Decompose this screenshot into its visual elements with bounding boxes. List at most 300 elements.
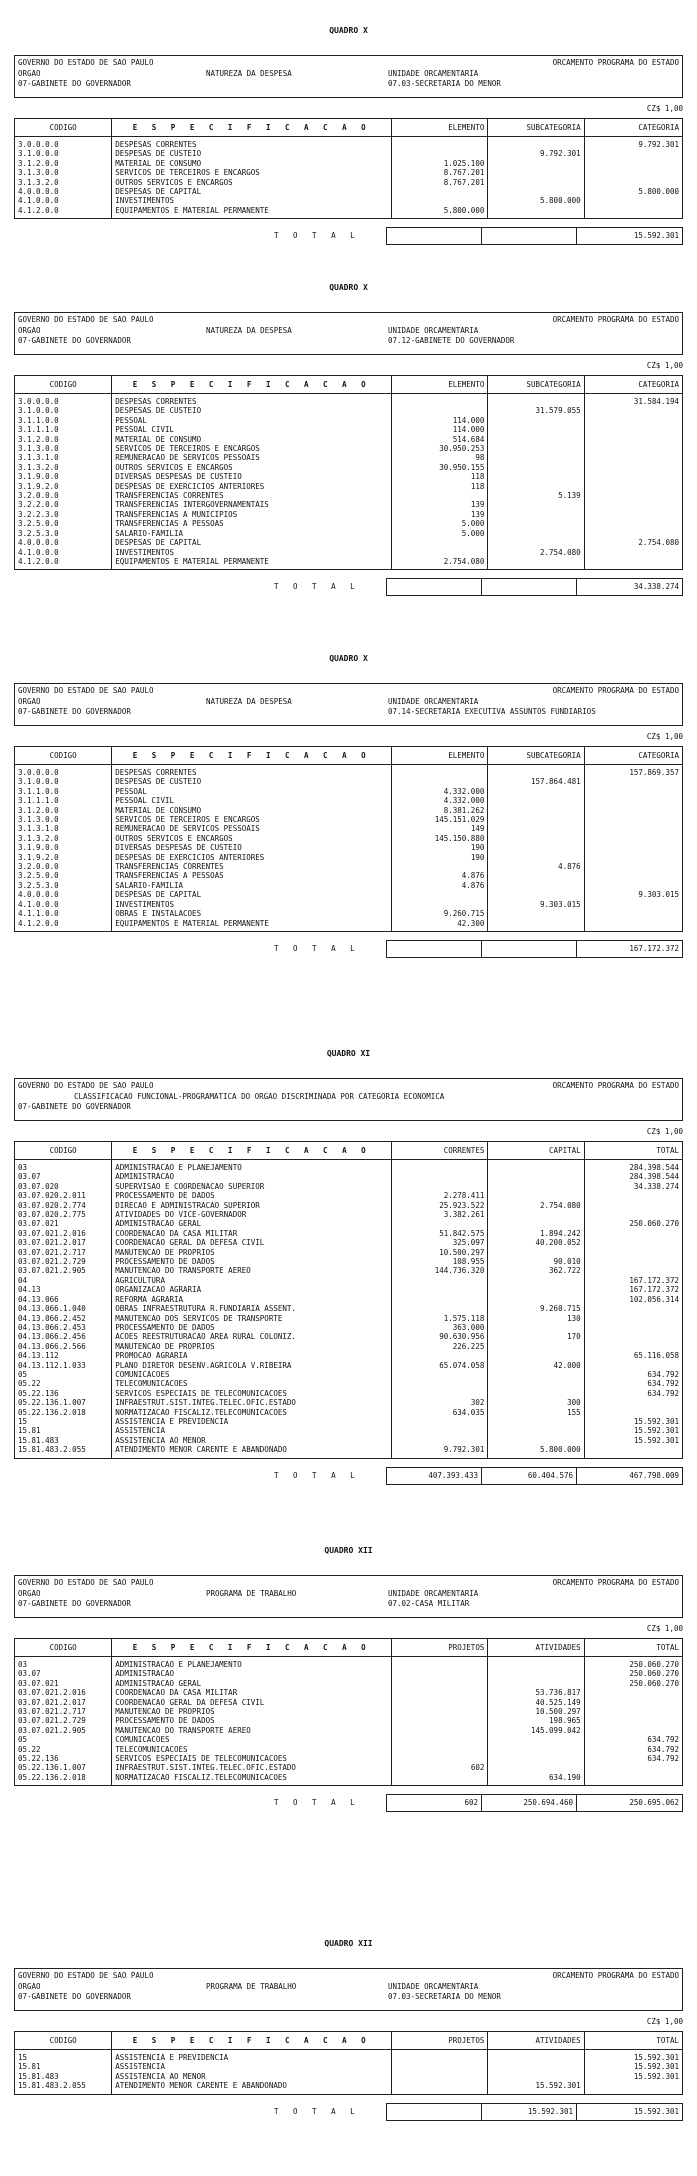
row-value-2: 155 [488,1408,584,1417]
row-especificacao: ADMINISTRACAO [112,1669,392,1678]
row-codigo: 3.2.2.0.0 [15,500,112,509]
row-codigo: 03.07.020.2.775 [15,1210,112,1219]
row-codigo: 04.13.066.2.452 [15,1314,112,1323]
row-value-3 [584,1191,682,1200]
total-box [386,2103,683,2121]
row-codigo: 15 [15,2050,112,2063]
row-codigo: 3.1.1.0.0 [15,787,112,796]
row-codigo: 03.07.021.2.017 [15,1698,112,1707]
row-especificacao: COORDENACAO GERAL DA DEFESA CIVIL [112,1238,392,1247]
row-value-1: 4.332.000 [392,787,488,796]
table-row [15,463,683,472]
row-value-3 [584,1398,682,1407]
row-codigo: 3.0.0.0.0 [15,765,112,778]
total-value-3: 15.592.301 [633,2106,679,2116]
total-value-3: 167.172.372 [629,943,679,953]
row-value-1 [392,1304,488,1313]
total-value-1 [387,228,482,244]
row-value-1: 145.151.029 [392,815,488,824]
row-value-1: 149 [392,824,488,833]
table-row [15,1408,683,1417]
row-codigo: 3.1.3.0.0 [15,168,112,177]
row-value-3 [584,548,682,557]
table-row [15,881,683,890]
col-header-3: TOTAL [584,1142,682,1160]
total-value-3: 467.798.009 [629,1470,679,1480]
unidade-name: 07.12-GABINETE DO GOVERNADOR [388,336,515,345]
table-row [15,1172,683,1181]
quadro-subtitle: NATUREZA DA DESPESA [206,696,292,706]
row-especificacao: DESPESAS DE CUSTEIO [112,406,392,415]
row-value-2 [488,463,584,472]
row-value-3 [584,472,682,481]
row-especificacao: MANUTENCAO DO TRANSPORTE AEREO [112,1266,392,1275]
table-header-row [15,376,683,394]
row-value-1 [392,538,488,547]
row-especificacao: AGRICULTURA [112,1276,392,1285]
table-row [15,178,683,187]
table-row [15,406,683,415]
table-row [15,765,683,778]
row-especificacao: EQUIPAMENTOS E MATERIAL PERMANENTE [112,919,392,932]
row-value-1: 139 [392,510,488,519]
row-especificacao: DESPESAS CORRENTES [112,394,392,407]
row-especificacao: PESSOAL [112,787,392,796]
table-row [15,1726,683,1735]
table-row [15,890,683,899]
row-codigo: 05.22 [15,1379,112,1388]
row-value-3 [584,1314,682,1323]
row-value-3 [584,491,682,500]
row-value-3 [584,463,682,472]
total-value-3: 250.695.062 [629,1798,679,1808]
row-value-2 [488,1426,584,1435]
table-row [15,548,683,557]
row-value-1 [392,1351,488,1360]
row-value-1: 65.074.058 [392,1361,488,1370]
unidade-label: UNIDADE ORCAMENTARIA [388,1588,479,1598]
row-codigo: 03 [15,1160,112,1173]
table-row [15,206,683,219]
row-value-2 [488,416,584,425]
table-row [15,500,683,509]
row-codigo: 3.2.0.0.0 [15,491,112,500]
row-codigo: 03.07.021.2.717 [15,1248,112,1257]
table-row [15,824,683,833]
row-value-2: 15.592.301 [488,2081,584,2094]
col-header-2: CAPITAL [488,1142,584,1160]
row-value-2 [488,453,584,462]
row-codigo: 05.22.136.2.018 [15,1408,112,1417]
orgao-name: 07-GABINETE DO GOVERNADOR [18,336,131,345]
quadro-title: QUADRO XII [324,1939,373,1948]
row-especificacao: ADMINISTRACAO GERAL [112,1219,392,1228]
row-value-1: 2.278.411 [392,1191,488,1200]
row-value-1 [392,862,488,871]
row-codigo: 05.22.136 [15,1754,112,1763]
row-codigo: 03.07.021.2.729 [15,1716,112,1725]
row-especificacao: SERVICOS DE TERCEIROS E ENCARGOS [112,168,392,177]
row-value-3: 167.172.372 [584,1285,682,1294]
table-row [15,2072,683,2081]
table-row [15,137,683,150]
table-row [15,453,683,462]
row-codigo: 3.1.9.0.0 [15,472,112,481]
row-especificacao: ADMINISTRACAO E PLANEJAMENTO [112,1160,392,1173]
table-row [15,1210,683,1219]
row-value-2 [488,1754,584,1763]
table-row [15,787,683,796]
row-codigo: 15 [15,1417,112,1426]
row-codigo: 04.13.112 [15,1351,112,1360]
row-value-3 [584,1304,682,1313]
table-header-row [15,1142,683,1160]
row-codigo: 03.07.021.2.016 [15,1688,112,1697]
row-value-2 [488,796,584,805]
row-value-1 [392,1745,488,1754]
row-value-2 [488,1657,584,1670]
table-row [15,1276,683,1285]
row-value-2 [488,843,584,852]
row-codigo: 3.1.3.1.0 [15,824,112,833]
row-value-1: 4.876 [392,871,488,880]
row-value-1 [392,1182,488,1191]
row-especificacao: DIVERSAS DESPESAS DE CUSTEIO [112,472,392,481]
row-codigo: 03.07.021.2.729 [15,1257,112,1266]
row-codigo: 3.1.3.2.0 [15,834,112,843]
row-codigo: 3.2.5.0.0 [15,871,112,880]
row-value-2 [488,806,584,815]
row-value-1: 190 [392,843,488,852]
row-value-1: 3.382.261 [392,1210,488,1219]
row-value-3: 250.060.270 [584,1657,682,1670]
row-value-3 [584,206,682,219]
total-label: T O T A L [274,1798,360,1808]
row-value-2 [488,1351,584,1360]
row-value-3 [584,416,682,425]
row-value-3 [584,500,682,509]
row-value-1 [392,2072,488,2081]
header-box [14,312,683,355]
total-value-2 [482,941,577,957]
row-value-3 [584,806,682,815]
row-value-2 [488,206,584,219]
row-especificacao: SERVICOS DE TERCEIROS E ENCARGOS [112,444,392,453]
table-body [15,765,683,932]
row-value-3 [584,1763,682,1772]
table-row [15,777,683,786]
table-header-row [15,119,683,137]
row-value-2: 1.894.242 [488,1229,584,1238]
quadro-title: QUADRO XI [326,1049,371,1058]
table-row [15,557,683,570]
row-value-2 [488,1679,584,1688]
row-especificacao: DESPESAS CORRENTES [112,137,392,150]
row-especificacao: TRANSFERENCIAS A MUNICIPIOS [112,510,392,519]
table-row [15,2050,683,2063]
row-value-1: 9.260.715 [392,909,488,918]
row-value-1: 226.225 [392,1342,488,1351]
government-name: GOVERNO DO ESTADO DE SAO PAULO [18,1578,154,1587]
table-row [15,853,683,862]
row-especificacao: DESPESAS DE EXERCICIOS ANTERIORES [112,853,392,862]
col-header-1: ELEMENTO [392,119,488,137]
row-value-3: 634.792 [584,1735,682,1744]
quadro-section [14,25,683,247]
row-value-1: 5.000 [392,529,488,538]
header-box [14,1078,683,1121]
row-value-3 [584,900,682,909]
row-codigo: 03.07.021.2.905 [15,1726,112,1735]
row-value-3 [584,824,682,833]
row-value-3 [584,178,682,187]
row-value-1 [392,1172,488,1181]
header-box [14,683,683,726]
row-value-2 [488,1669,584,1678]
row-especificacao: PESSOAL [112,416,392,425]
row-value-2: 5.800.000 [488,196,584,205]
row-value-1 [392,1669,488,1678]
row-value-3 [584,2081,682,2094]
row-value-1 [392,394,488,407]
total-box [386,227,683,245]
table-row [15,909,683,918]
row-especificacao: INFRAESTRUT.SIST.INTEG.TELEC.OFIC.ESTADO [112,1763,392,1772]
row-codigo: 3.0.0.0.0 [15,137,112,150]
table-row [15,416,683,425]
unidade-label: UNIDADE ORCAMENTARIA [388,68,479,78]
row-especificacao: ATENDIMENTO MENOR CARENTE E ABANDONADO [112,1445,392,1458]
header-box [14,55,683,98]
row-value-3 [584,1248,682,1257]
government-name: GOVERNO DO ESTADO DE SAO PAULO [18,686,154,695]
total-value-2 [482,228,577,244]
col-header-especificacao: E S P E C I F I C A C A O [112,1142,392,1160]
row-especificacao: ASSISTENCIA AO MENOR [112,1436,392,1445]
row-value-1 [392,1389,488,1398]
row-value-1: 325.097 [392,1238,488,1247]
table-body [15,1160,683,1459]
row-value-3 [584,168,682,177]
table-row [15,796,683,805]
row-value-3: 15.592.301 [584,2062,682,2071]
row-especificacao: COORDENACAO DA CASA MILITAR [112,1688,392,1697]
orgao-label: ORGAO [18,1588,41,1598]
row-codigo: 05 [15,1735,112,1744]
row-codigo: 3.1.9.2.0 [15,853,112,862]
row-value-2: 40.200.052 [488,1238,584,1247]
row-value-1: 8.767.201 [392,168,488,177]
col-header-2: SUBCATEGORIA [488,376,584,394]
row-especificacao: OUTROS SERVICOS E ENCARGOS [112,834,392,843]
row-value-1 [392,2081,488,2094]
table-row [15,435,683,444]
row-value-2 [488,1160,584,1173]
row-codigo: 03.07.020.2.774 [15,1201,112,1210]
row-value-2: 9.260.715 [488,1304,584,1313]
row-value-2 [488,557,584,570]
row-value-1 [392,491,488,500]
row-codigo: 05 [15,1370,112,1379]
row-codigo: 03.07.020 [15,1182,112,1191]
row-value-1: 98 [392,453,488,462]
table-row [15,1657,683,1670]
orgao-label: ORGAO [18,325,41,335]
row-value-2 [488,137,584,150]
row-value-2 [488,787,584,796]
table-row [15,862,683,871]
row-value-1 [392,765,488,778]
col-header-3: TOTAL [584,1639,682,1657]
row-value-2 [488,1172,584,1181]
row-value-2 [488,1323,584,1332]
row-value-1 [392,1698,488,1707]
table-header-row [15,747,683,765]
row-value-1: 118 [392,482,488,491]
table-row [15,900,683,909]
row-codigo: 3.2.0.0.0 [15,862,112,871]
col-header-2: ATIVIDADES [488,1639,584,1657]
row-especificacao: SERVICOS DE TERCEIROS E ENCARGOS [112,815,392,824]
table-row [15,1257,683,1266]
table-row [15,1191,683,1200]
table-row [15,1361,683,1370]
row-value-1: 8.381.262 [392,806,488,815]
row-value-3 [584,1688,682,1697]
row-value-2 [488,1295,584,1304]
row-value-3 [584,815,682,824]
table-row [15,196,683,205]
table-row [15,1735,683,1744]
table-row [15,1351,683,1360]
table-row [15,1160,683,1173]
row-value-3 [584,1210,682,1219]
row-codigo: 04.13.066 [15,1295,112,1304]
table-row [15,1248,683,1257]
col-header-3: TOTAL [584,2032,682,2050]
row-value-2 [488,765,584,778]
row-value-3: 634.792 [584,1745,682,1754]
row-codigo: 04 [15,1276,112,1285]
row-especificacao: ASSISTENCIA E PREVIDENCIA [112,1417,392,1426]
row-value-3: 157.869.357 [584,765,682,778]
government-name: GOVERNO DO ESTADO DE SAO PAULO [18,315,154,324]
row-especificacao: DESPESAS CORRENTES [112,765,392,778]
row-especificacao: PROCESSAMENTO DE DADOS [112,1191,392,1200]
row-codigo: 3.1.0.0.0 [15,406,112,415]
row-value-1 [392,1657,488,1670]
table-row [15,491,683,500]
row-value-3 [584,1716,682,1725]
row-especificacao: TRANSFERENCIAS INTERGOVERNAMENTAIS [112,500,392,509]
row-especificacao: TELECOMUNICACOES [112,1745,392,1754]
table-row [15,1773,683,1786]
row-value-2: 198.965 [488,1716,584,1725]
row-value-2 [488,159,584,168]
row-value-3: 2.754.080 [584,538,682,547]
row-value-3 [584,1266,682,1275]
row-value-3 [584,1698,682,1707]
currency-unit: CZ$ 1,00 [646,1624,683,1633]
budget-program-label: ORCAMENTO PROGRAMA DO ESTADO [552,1081,679,1090]
row-codigo: 3.2.5.3.0 [15,529,112,538]
row-value-2 [488,1763,584,1772]
row-especificacao: ASSISTENCIA [112,2062,392,2071]
row-codigo: 3.1.0.0.0 [15,777,112,786]
row-value-3: 634.792 [584,1754,682,1763]
budget-program-label: ORCAMENTO PROGRAMA DO ESTADO [552,1971,679,1980]
row-codigo: 03 [15,1657,112,1670]
row-value-3 [584,843,682,852]
row-especificacao: OUTROS SERVICOS E ENCARGOS [112,178,392,187]
total-value-2: 15.592.301 [482,2104,577,2120]
quadro-title: QUADRO X [329,654,368,663]
row-value-2: 10.500.297 [488,1707,584,1716]
table-row [15,1716,683,1725]
table-row [15,1389,683,1398]
quadro-subtitle: CLASSIFICACAO FUNCIONAL-PROGRAMATICA DO ORGAO DISCRIMINADA POR CATEGORIA ECONOMICA [74,1091,445,1101]
row-value-3 [584,853,682,862]
budget-table [14,1141,683,1459]
row-value-1 [392,1707,488,1716]
row-value-1: 5.000 [392,519,488,528]
row-value-1 [392,890,488,899]
row-codigo: 3.1.1.0.0 [15,416,112,425]
row-value-3 [584,529,682,538]
table-row [15,472,683,481]
row-value-1 [392,1417,488,1426]
row-codigo: 3.1.2.0.0 [15,806,112,815]
row-value-2 [488,1285,584,1294]
row-value-2 [488,853,584,862]
row-codigo: 3.1.3.2.0 [15,178,112,187]
row-codigo: 03.07.021 [15,1219,112,1228]
row-especificacao: DESPESAS DE CAPITAL [112,538,392,547]
table-row [15,1182,683,1191]
table-body [15,1657,683,1786]
row-especificacao: ASSISTENCIA AO MENOR [112,2072,392,2081]
row-codigo: 4.1.0.0.0 [15,900,112,909]
row-value-1 [392,1773,488,1786]
row-codigo: 4.0.0.0.0 [15,187,112,196]
row-value-1 [392,1426,488,1435]
row-value-2 [488,1219,584,1228]
row-value-3 [584,1323,682,1332]
row-codigo: 3.1.3.2.0 [15,463,112,472]
col-header-1: PROJETOS [392,1639,488,1657]
row-value-3: 102.056.314 [584,1295,682,1304]
quadro-title: QUADRO X [329,26,368,35]
table-row [15,1426,683,1435]
table-row [15,1304,683,1313]
row-value-3 [584,787,682,796]
unidade-name: 07.02-CASA MILITAR [388,1599,470,1608]
table-row [15,1754,683,1763]
row-codigo: 03.07.021.2.016 [15,1229,112,1238]
col-header-especificacao: E S P E C I F I C A C A O [112,119,392,137]
orgao-name: 07-GABINETE DO GOVERNADOR [18,1992,131,2001]
row-value-3: 65.116.058 [584,1351,682,1360]
row-value-2 [488,881,584,890]
row-especificacao: ADMINISTRACAO [112,1172,392,1181]
row-value-2: 40.525.149 [488,1698,584,1707]
table-row [15,1436,683,1445]
table-row [15,1266,683,1275]
row-value-3: 34.338.274 [584,1182,682,1191]
row-value-3: 284.398.544 [584,1172,682,1181]
row-codigo: 05.22.136.2.018 [15,1773,112,1786]
row-especificacao: REMUNERACAO DE SERVICOS PESSOAIS [112,453,392,462]
